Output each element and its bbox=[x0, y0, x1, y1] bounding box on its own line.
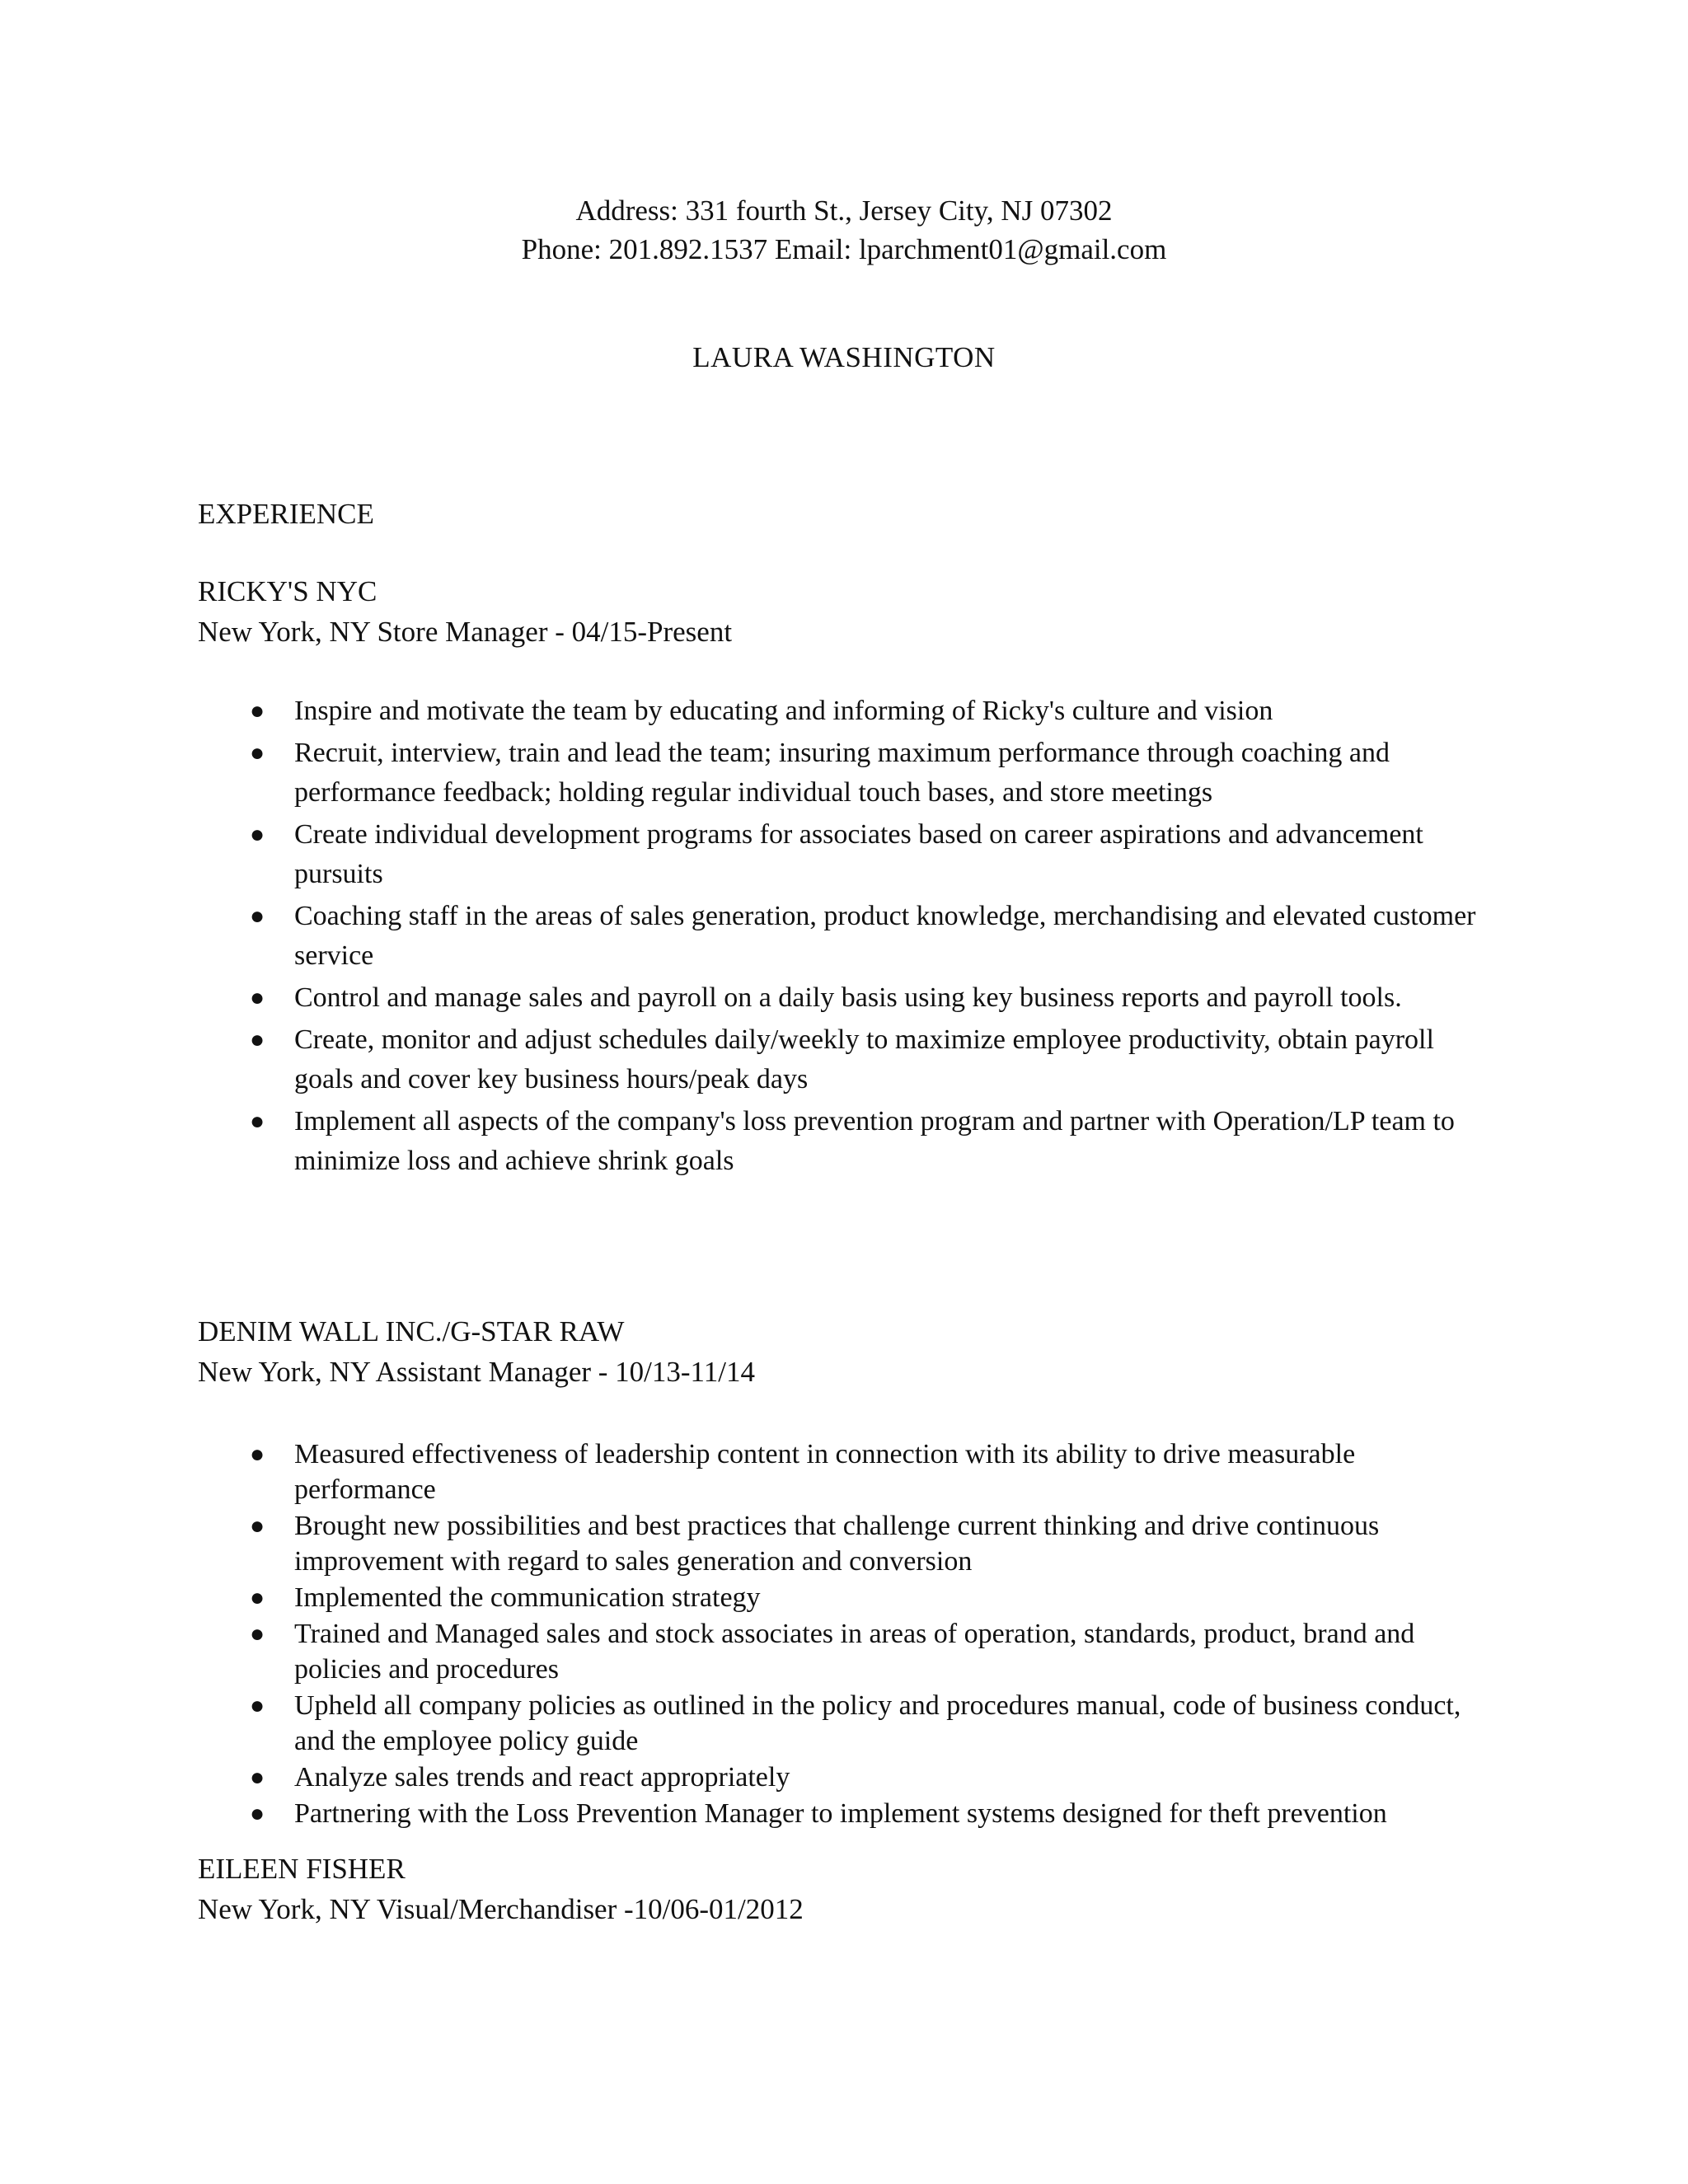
candidate-name: LAURA WASHINGTON bbox=[692, 341, 996, 373]
bullet-item: ● Brought new possibilities and best practices that challenge current thinking and drive continuous improvement with regard to sales generation and conversion bbox=[0, 1508, 1498, 1579]
bullet-dot-icon: ● bbox=[250, 1026, 265, 1053]
bullet-dot-icon: ● bbox=[250, 1584, 265, 1611]
bullet-dot-icon: ● bbox=[250, 1692, 265, 1719]
bullet-item: ● Control and manage sales and payroll on a daily basis using key business reports and payroll tools. bbox=[0, 978, 1498, 1018]
bullet-dot-icon: ● bbox=[250, 697, 265, 724]
bullet-item: ● Measured effectiveness of leadership content in connection with its ability to drive measurable performance bbox=[0, 1436, 1498, 1507]
bullet-dot-icon: ● bbox=[250, 984, 265, 1011]
bullet-item: ● Implement all aspects of the company's loss prevention program and partner with Operation/LP team to minimize loss and achieve shrink goals bbox=[0, 1102, 1498, 1181]
job-role-line: New York, NY Assistant Manager - 10/13-11/14 bbox=[198, 1356, 755, 1388]
job-bullets bbox=[0, 1436, 1688, 1832]
bullet-item: ● Implemented the communication strategy bbox=[0, 1580, 1498, 1615]
address-line: Address: 331 fourth St., Jersey City, NJ 07302 bbox=[575, 194, 1113, 227]
bullet-dot-icon: ● bbox=[250, 1764, 265, 1791]
bullet-item: ● Create individual development programs for associates based on career aspirations and advancement pursuits bbox=[0, 815, 1498, 894]
bullet-dot-icon: ● bbox=[250, 739, 265, 766]
bullet-dot-icon: ● bbox=[250, 1800, 265, 1827]
bullet-dot-icon: ● bbox=[250, 821, 265, 848]
bullet-dot-icon: ● bbox=[250, 1441, 265, 1468]
bullet-dot-icon: ● bbox=[250, 902, 265, 930]
bullet-item: ● Coaching staff in the areas of sales generation, product knowledge, merchandising and elevated customer service bbox=[0, 897, 1498, 976]
experience-heading: EXPERIENCE bbox=[198, 498, 374, 530]
job-company: DENIM WALL INC./G-STAR RAW bbox=[198, 1315, 625, 1347]
job-company: RICKY'S NYC bbox=[198, 575, 377, 607]
job-role-line: New York, NY Store Manager - 04/15-Present bbox=[198, 616, 733, 648]
bullet-item: ● Trained and Managed sales and stock associates in areas of operation, standards, product, brand and policies and procedures bbox=[0, 1616, 1498, 1687]
bullet-dot-icon: ● bbox=[250, 1620, 265, 1647]
bullet-item: ● Recruit, interview, train and lead the team; insuring maximum performance through coaching and performance feedback; holding regular individual touch bases, and store meetings bbox=[0, 733, 1498, 813]
job-bullets bbox=[0, 691, 1688, 1183]
job-role-line: New York, NY Visual/Merchandiser -10/06-01/2012 bbox=[198, 1893, 804, 1925]
bullet-dot-icon: ● bbox=[250, 1108, 265, 1135]
job-company: EILEEN FISHER bbox=[198, 1853, 406, 1885]
bullet-item: ● Create, monitor and adjust schedules daily/weekly to maximize employee productivity, obtain payroll goals and cover key business hours/peak days bbox=[0, 1020, 1498, 1099]
bullet-item: ● Upheld all company policies as outlined in the policy and procedures manual, code of business conduct, and the employee policy guide bbox=[0, 1688, 1498, 1759]
bullet-item: ● Analyze sales trends and react appropriately bbox=[0, 1760, 1498, 1795]
bullet-dot-icon: ● bbox=[250, 1512, 265, 1540]
bullet-item: ● Inspire and motivate the team by educating and informing of Ricky's culture and vision bbox=[0, 691, 1498, 731]
bullet-item: ● Partnering with the Loss Prevention Manager to implement systems designed for theft prevention bbox=[0, 1796, 1498, 1831]
contact-line: Phone: 201.892.1537 Email: lparchment01@gmail.com bbox=[521, 233, 1167, 265]
